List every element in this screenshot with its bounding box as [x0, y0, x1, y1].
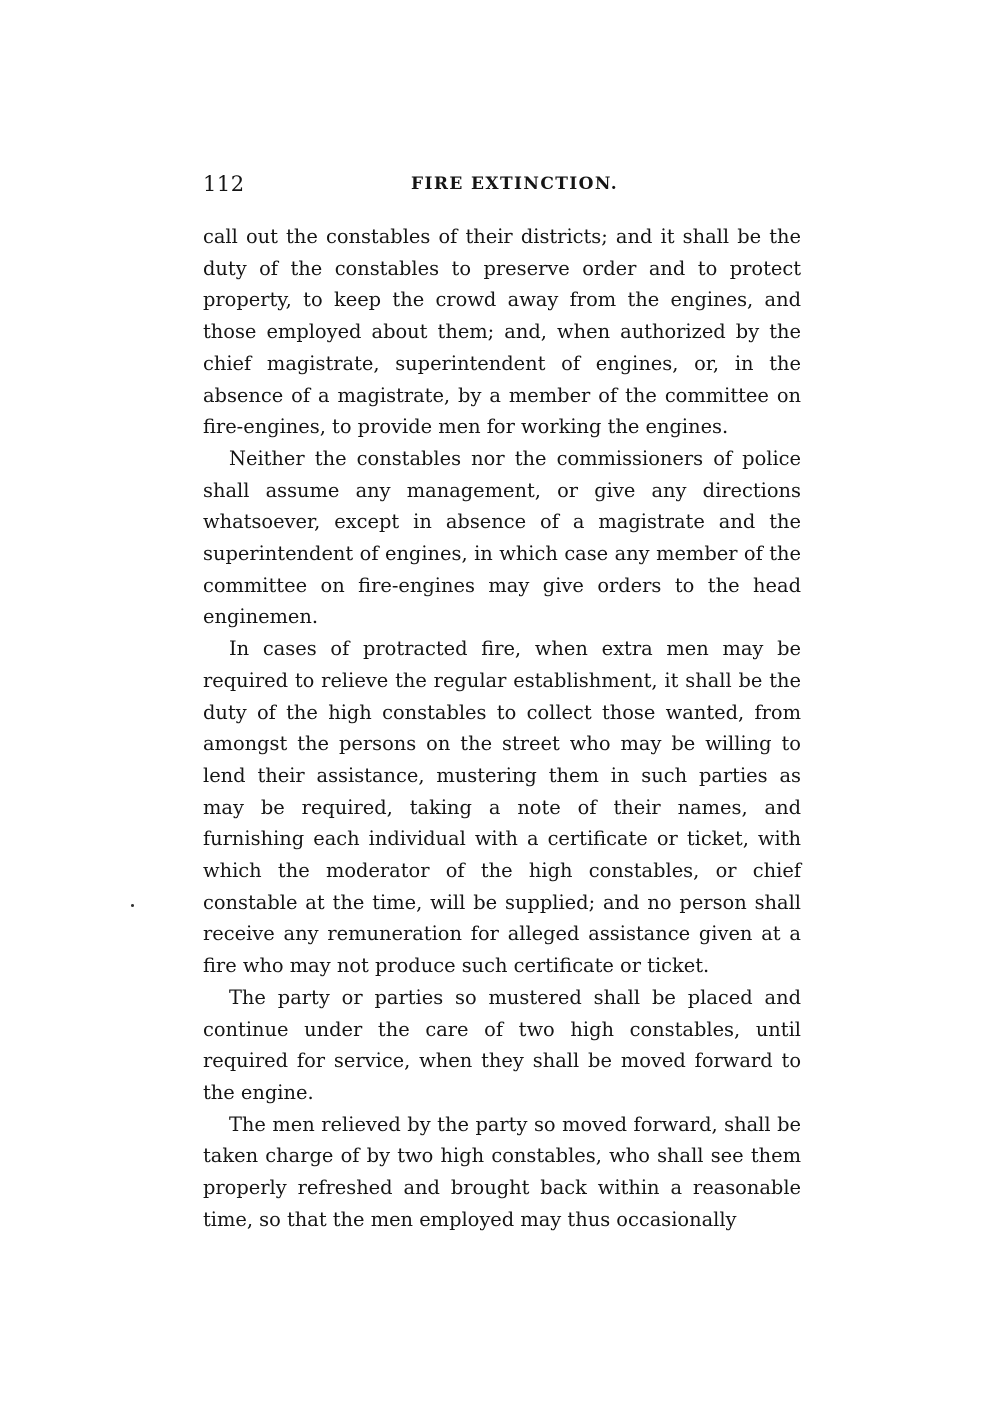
- stray-ink-dot: [131, 904, 134, 907]
- page-number: 112: [203, 172, 245, 196]
- paragraph-continuation: call out the constables of their districts; and it shall be the duty of the constables to preserve order and to protect property, to keep the crowd away from the engines, and those employed about them; and, when authorized by the chief magistrate, superintendent of engines, or, in the absence of a magistrate, by a member of the committee on fire-engines, to provide men for working the engines.: [203, 225, 801, 439]
- paragraph-protracted-fire: In cases of protracted fire, when extra men may be required to relieve the regular establishment, it shall be the duty of the high constables to collect those wanted, from amongst the persons on the street who may be willing to lend their assistance, mustering them in such parties as may be required, taking a note of their names, and furnishing each individual with a certificate or ticket, with which the moderator of the high constables, or chief constable at the time, will be supplied; and no person shall receive any remuneration for alleged assistance given at a fire who may not produce such certificate or ticket.: [203, 637, 801, 978]
- paragraph-constables-police: Neither the constables nor the commissioners of police shall assume any management, or give any directions whatsoever, except in absence of a magistrate and the superintendent of engines, in which case any member of the committee on fire-engines may give orders to the head enginemen.: [203, 446, 801, 629]
- paragraph-party-mustered: The party or parties so mustered shall be placed and continue under the care of two high constables, until required for service, when they shall be moved forward to the engine.: [203, 985, 801, 1104]
- running-head: FIRE EXTINCTION.: [411, 174, 619, 194]
- body-text: [203, 221, 801, 1236]
- paragraph-men-relieved: The men relieved by the party so moved forward, shall be taken charge of by two high constables, who shall see them properly refreshed and brought back within a reasonable time, so that the men employed may thus occasionally: [203, 1112, 801, 1231]
- page-header: [203, 172, 803, 206]
